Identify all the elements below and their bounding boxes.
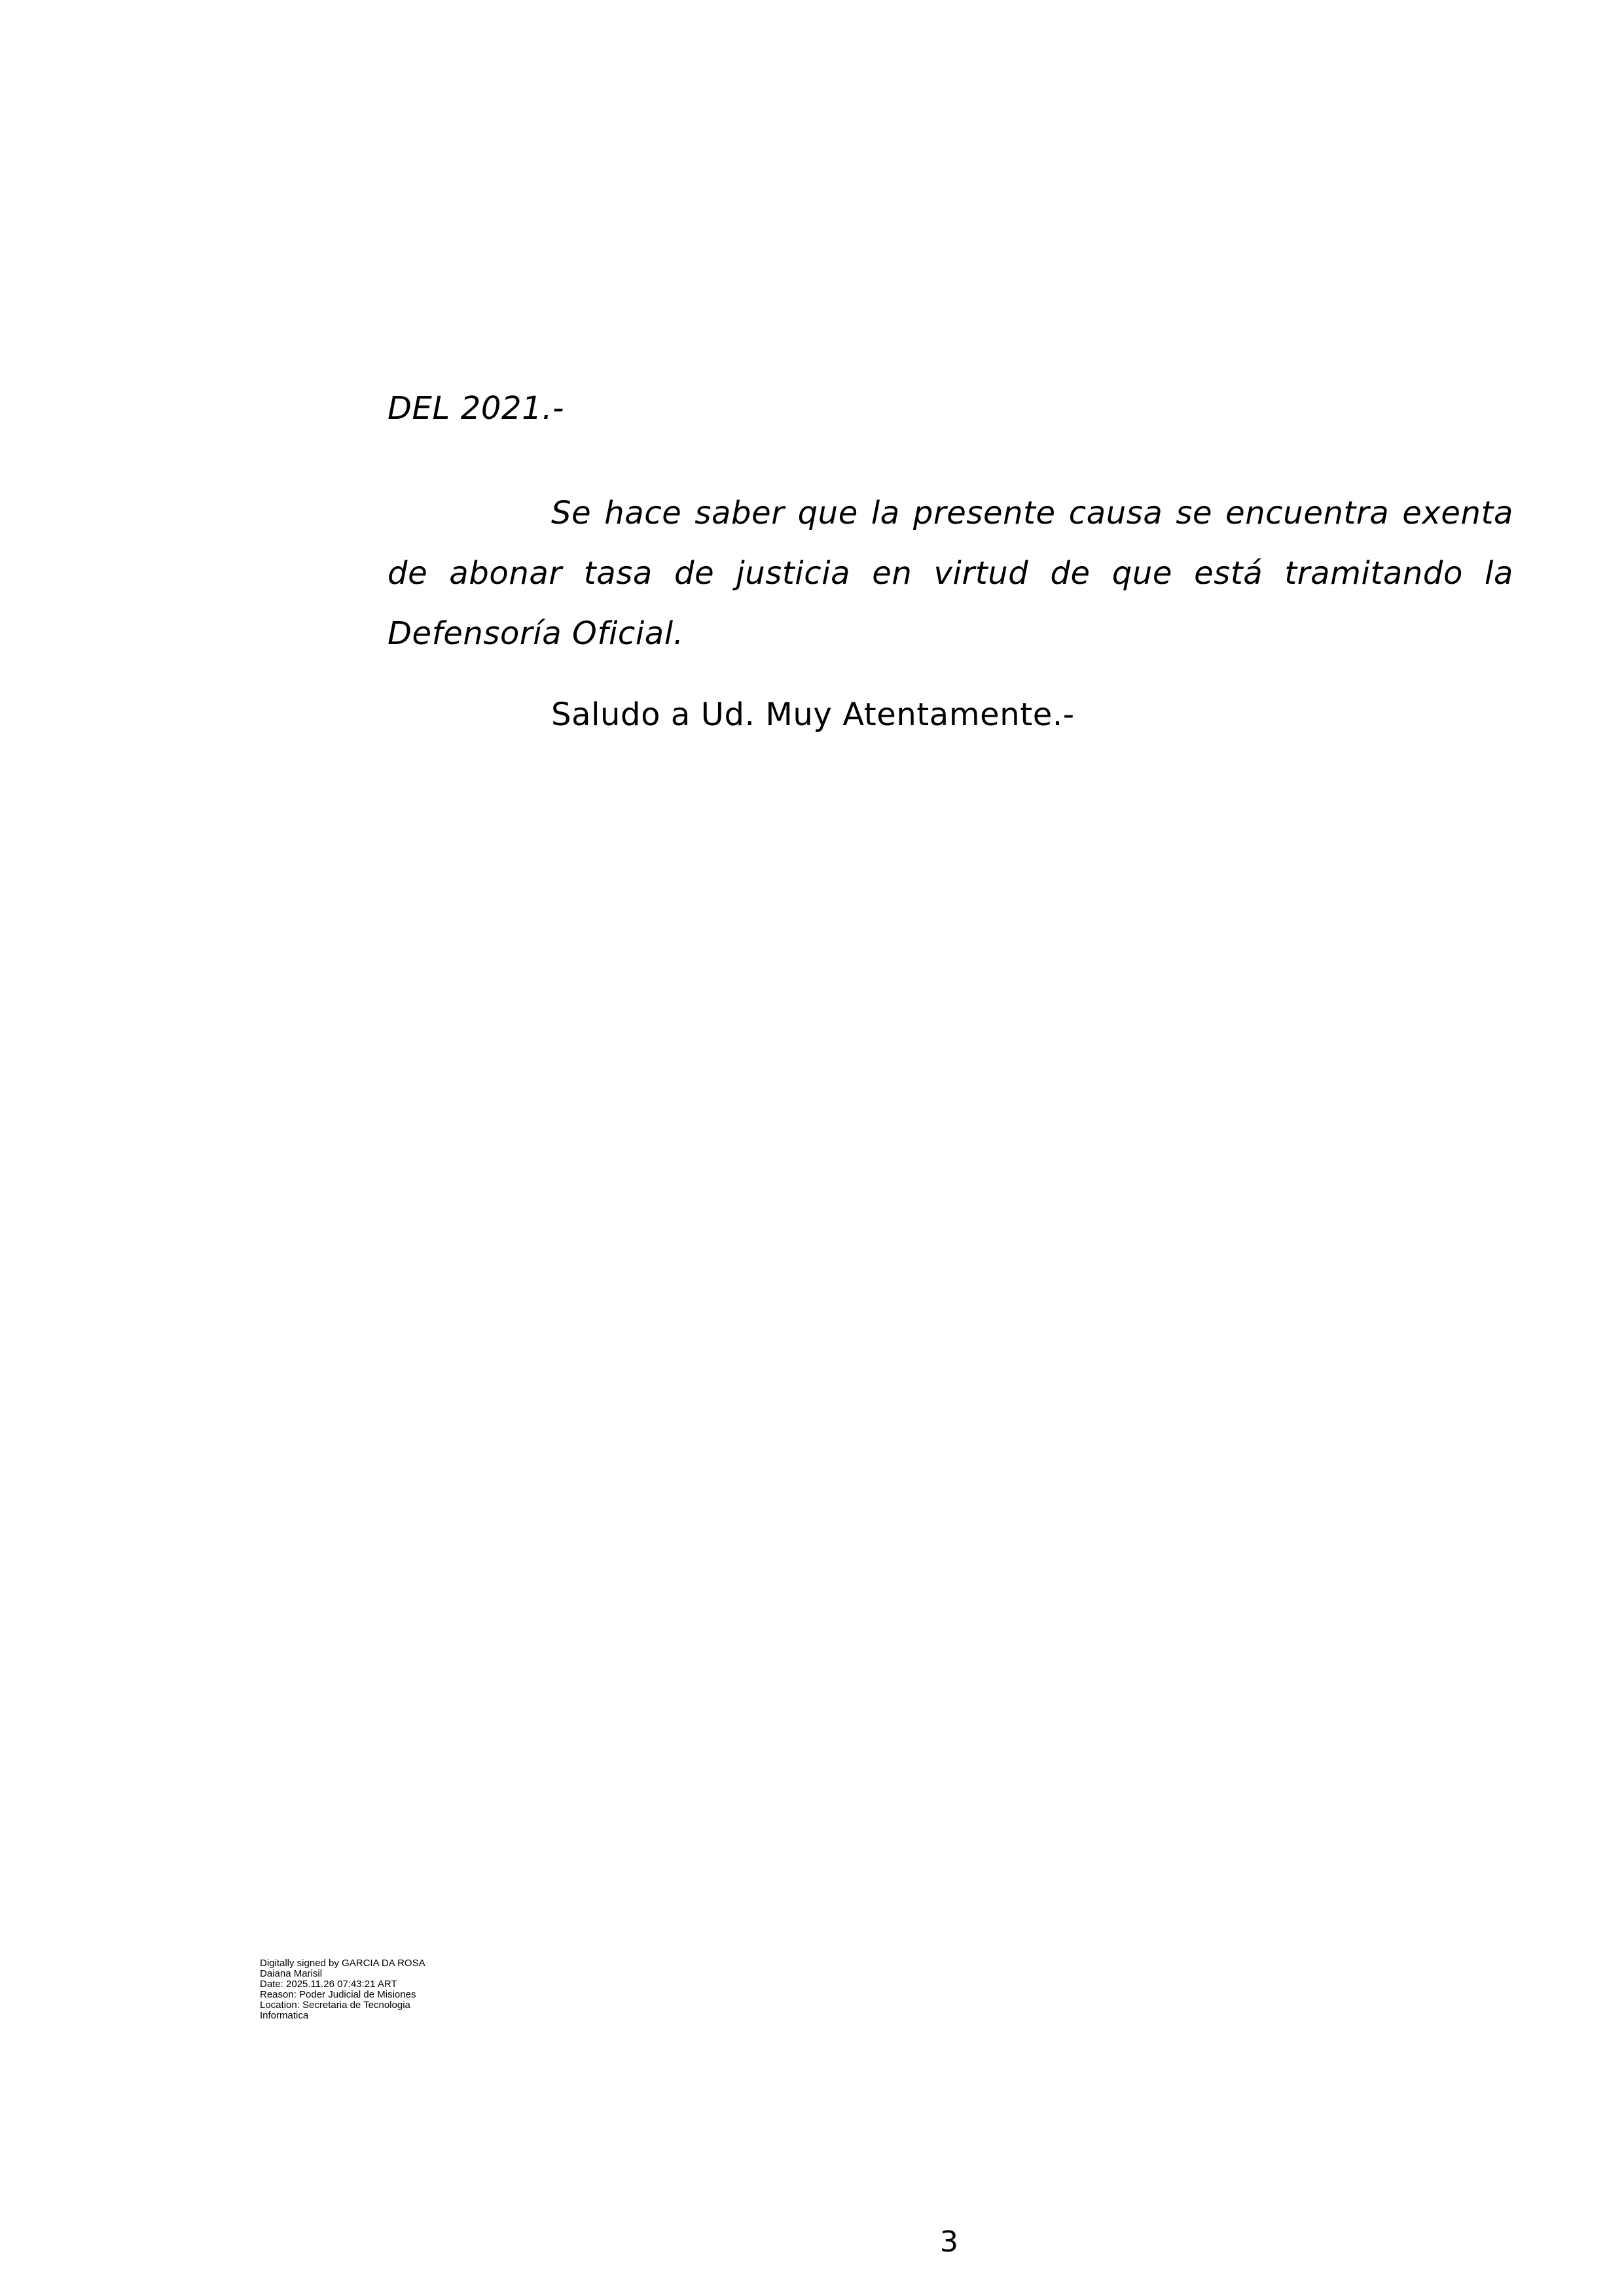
signature-line: Digitally signed by GARCIA DA ROSA [260, 1958, 425, 1969]
signature-line: Daiana Marisil [260, 1968, 323, 1979]
page-number: 3 [940, 2225, 958, 2259]
digital-signature-block [260, 1958, 469, 2021]
closing-salutation: Saludo a Ud. Muy Atentamente.- [551, 696, 1075, 733]
signature-line: Date: 2025.11.26 07:43:21 ART [260, 1979, 397, 1990]
signature-line: Informatica [260, 2010, 309, 2021]
signature-line: Reason: Poder Judicial de Misiones [260, 1989, 416, 2000]
signature-line: Location: Secretaria de Tecnologia [260, 2000, 410, 2011]
body-paragraph: Se hace saber que la presente causa se encuentra exenta de abonar tasa de justicia en virtud de que está tramitando la Defensoría Oficial. [388, 495, 1513, 652]
continuation-line: DEL 2021.- [388, 390, 565, 427]
